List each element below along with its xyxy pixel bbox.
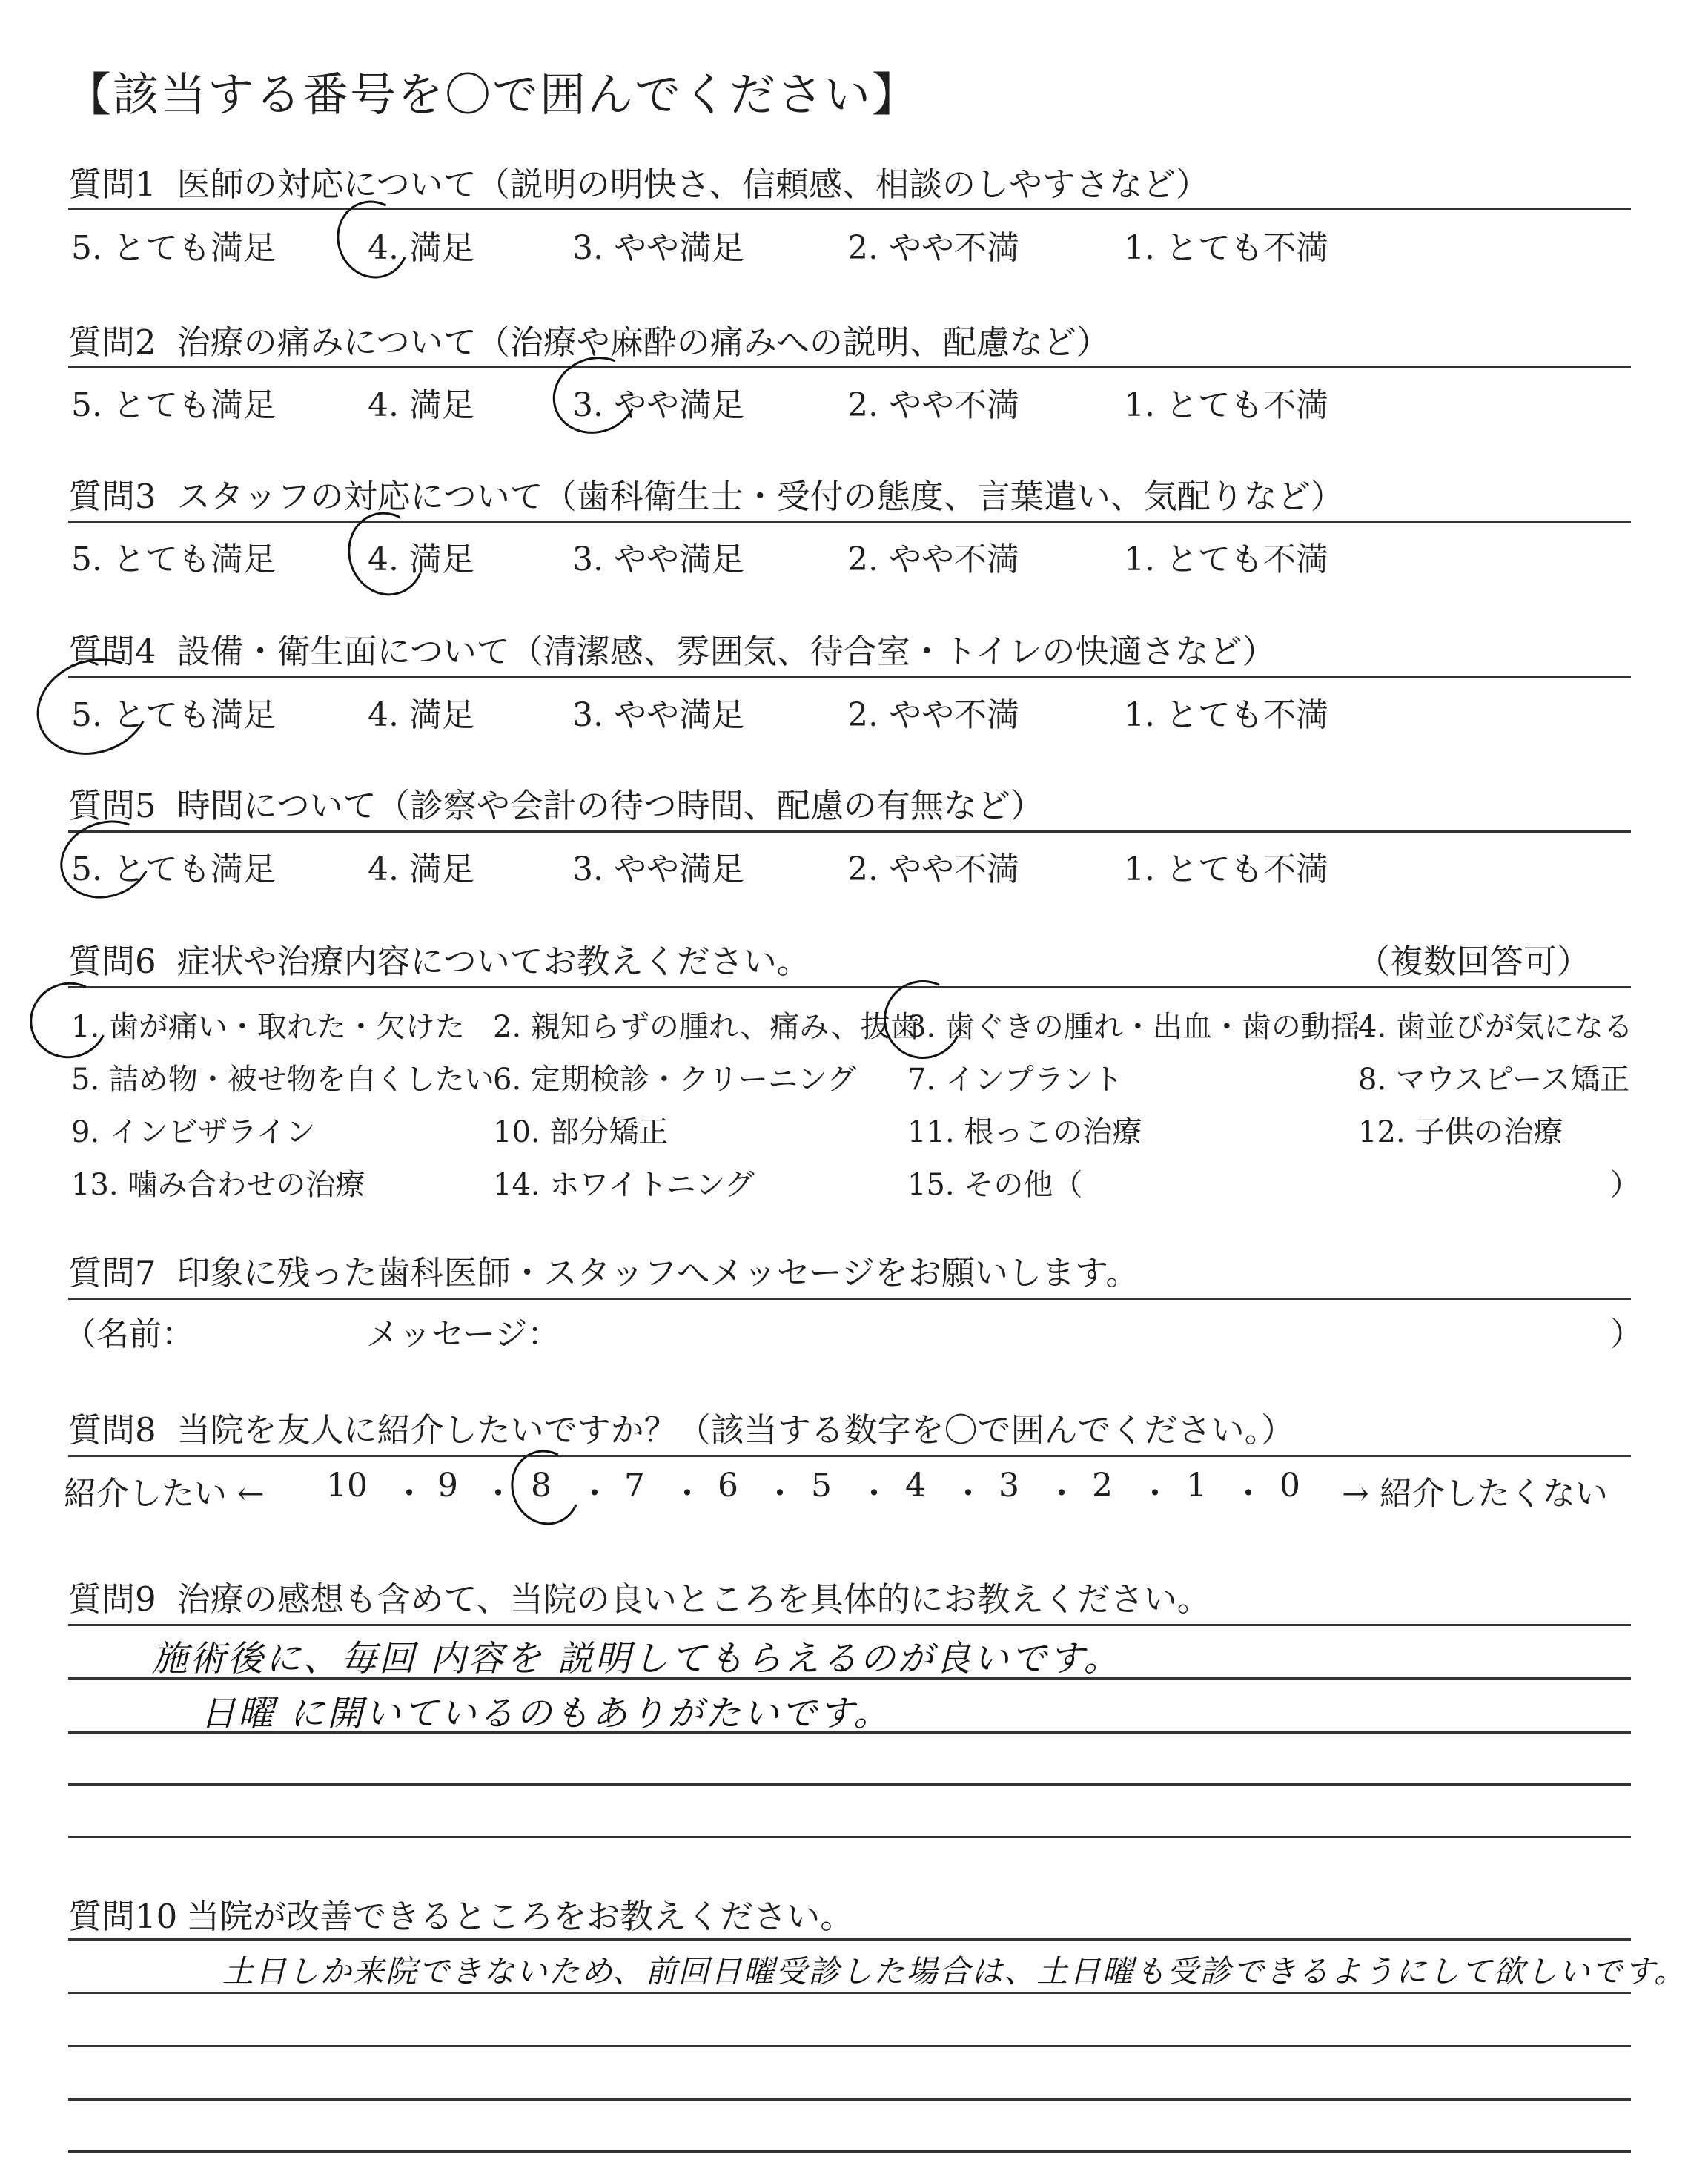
q9-line-1 [68, 1624, 1631, 1626]
q3-rule [68, 521, 1631, 523]
q4-option-1[interactable]: 1. とても不満 [1124, 696, 1328, 734]
q4-option-3[interactable]: 3. やや満足 [572, 696, 744, 734]
q6-option-2[interactable]: 2. 親知らずの腫れ、痛み、抜歯 [493, 1010, 920, 1044]
q8-scale-10[interactable]: 10 [326, 1467, 368, 1505]
q2-option-3[interactable]: 3. やや満足 [572, 386, 744, 424]
q8-scale-9[interactable]: 9 [437, 1467, 458, 1505]
q6-heading [68, 934, 810, 982]
q4-option-2[interactable]: 2. やや不満 [847, 696, 1019, 734]
q6-answer-circle-3 [873, 969, 973, 1070]
q3-option-4[interactable]: 4. 満足 [368, 541, 474, 578]
q10-title: 当院が改善できるところをお教えください。 [186, 1897, 854, 1936]
form-header: 【該当する番号を〇で囲んでください】 [65, 67, 920, 122]
q9-label: 質問9 [68, 1579, 156, 1619]
q5-option-3[interactable]: 3. やや満足 [572, 851, 744, 888]
q2-option-5[interactable]: 5. とても満足 [71, 386, 276, 424]
q7-message-label: メッセージ： [366, 1315, 560, 1353]
q3-option-2[interactable]: 2. やや不満 [847, 541, 1019, 578]
q9-title: 治療の感想も含めて、当院の良いところを具体的にお教えください。 [176, 1579, 1211, 1619]
q8-scale-6[interactable]: 6 [718, 1467, 738, 1505]
q3-title: スタッフの対応について（歯科衛生士・受付の態度、言葉遣い、気配りなど） [176, 477, 1344, 516]
q1-option-3[interactable]: 3. やや満足 [572, 229, 744, 267]
q4-heading [68, 624, 1276, 673]
q5-option-2[interactable]: 2. やや不満 [847, 851, 1019, 888]
q10-line-5 [68, 2150, 1631, 2153]
q1-title: 医師の対応について（説明の明快さ、信頼感、相談のしやすさなど） [176, 165, 1209, 204]
q4-option-5[interactable]: 5. とても満足 [71, 696, 276, 734]
q2-title: 治療の痛みについて（治療や麻酔の痛みへの説明、配慮など） [176, 323, 1110, 362]
q6-option-14[interactable]: 14. ホワイトニング [493, 1168, 755, 1202]
q8-sep: ・ [952, 1475, 984, 1513]
q6-option-9[interactable]: 9. インビザライン [71, 1115, 316, 1149]
q10-answer-line-1[interactable]: 土日しか来院できないため、前回日曜受診した場合は、土日曜も受診できるようにして欲しいです。 [222, 1953, 1687, 1989]
q5-option-1[interactable]: 1. とても不満 [1124, 851, 1328, 888]
q6-option-8[interactable]: 8. マウスピース矯正 [1358, 1063, 1630, 1097]
q8-sep: ・ [482, 1475, 514, 1513]
q5-option-5[interactable]: 5. とても満足 [71, 851, 276, 888]
q8-sep: ・ [1139, 1475, 1171, 1513]
q1-option-4[interactable]: 4. 満足 [368, 229, 474, 267]
q8-sep: ・ [1045, 1475, 1078, 1513]
q8-scale-8[interactable]: 8 [531, 1467, 552, 1505]
q3-option-1[interactable]: 1. とても不満 [1124, 541, 1328, 578]
q1-option-5[interactable]: 5. とても満足 [71, 229, 276, 267]
q6-option-4[interactable]: 4. 歯並びが気になる [1358, 1010, 1633, 1044]
q9-answer-line-2[interactable]: 日曜 に開いているのもありがたいです。 [200, 1693, 892, 1734]
q3-option-5[interactable]: 5. とても満足 [71, 541, 276, 578]
q6-option-13[interactable]: 13. 噛み合わせの治療 [71, 1168, 365, 1202]
q8-sep: ・ [578, 1475, 611, 1513]
q6-option-6[interactable]: 6. 定期検診・クリーニング [493, 1063, 857, 1097]
q7-heading [68, 1246, 1139, 1294]
q7-close-paren: ） [1610, 1315, 1643, 1353]
q1-heading [68, 157, 1209, 205]
q6-note: （複数回答可） [1357, 942, 1591, 981]
q1-option-2[interactable]: 2. やや不満 [847, 229, 1019, 267]
q5-option-4[interactable]: 4. 満足 [368, 851, 474, 888]
q9-answer-line-1[interactable]: 施術後に、毎回 内容を 説明してもらえるのが良いです。 [152, 1638, 1122, 1680]
q8-scale-3[interactable]: 3 [999, 1467, 1019, 1505]
q5-label: 質問5 [68, 786, 156, 825]
q5-title: 時間について（診察や会計の待つ時間、配慮の有無など） [176, 786, 1044, 825]
q1-label: 質問1 [68, 165, 156, 204]
q8-heading [68, 1403, 1294, 1451]
q6-option-15[interactable]: 15. その他（ [907, 1168, 1083, 1202]
q7-name-label: （名前： [64, 1315, 194, 1353]
q6-option-5[interactable]: 5. 詰め物・被せ物を白くしたい [71, 1063, 494, 1097]
q8-scale-2[interactable]: 2 [1092, 1467, 1113, 1505]
q8-sep: ・ [1232, 1475, 1265, 1513]
q6-option-10[interactable]: 10. 部分矯正 [493, 1115, 669, 1149]
q6-rule [68, 986, 1631, 988]
q8-scale-1[interactable]: 1 [1186, 1467, 1207, 1505]
q2-heading [68, 315, 1110, 363]
q8-title: 当院を友人に紹介したいですか？（該当する数字を〇で囲んでください。） [176, 1410, 1295, 1450]
q5-heading [68, 779, 1044, 827]
q8-scale-4[interactable]: 4 [905, 1467, 926, 1505]
q10-heading [68, 1889, 853, 1938]
q3-label: 質問3 [68, 477, 156, 516]
q7-message-input[interactable] [563, 1304, 1594, 1342]
q2-option-2[interactable]: 2. やや不満 [847, 386, 1019, 424]
q4-label: 質問4 [68, 632, 156, 671]
q7-rule [68, 1298, 1631, 1300]
q8-scale-0[interactable]: 0 [1280, 1467, 1300, 1505]
q10-line-2 [68, 1992, 1631, 1994]
q6-option-11[interactable]: 11. 根っこの治療 [907, 1115, 1142, 1149]
q8-scale-right-label: → 紹介したくない [1342, 1475, 1608, 1513]
q8-sep: ・ [671, 1475, 704, 1513]
q9-line-5 [68, 1836, 1631, 1838]
q7-title: 印象に残った歯科医師・スタッフへメッセージをお願いします。 [176, 1253, 1139, 1292]
q2-option-4[interactable]: 4. 満足 [368, 386, 474, 424]
q8-rule [68, 1455, 1631, 1457]
q6-option-1[interactable]: 1. 歯が痛い・取れた・欠けた [71, 1010, 465, 1044]
q5-rule [68, 830, 1631, 833]
q6-title: 症状や治療内容についてお教えください。 [176, 942, 810, 981]
q4-rule [68, 676, 1631, 678]
q3-option-3[interactable]: 3. やや満足 [572, 541, 744, 578]
q6-option-3[interactable]: 3. 歯ぐきの腫れ・出血・歯の動揺 [907, 1010, 1360, 1044]
q1-option-1[interactable]: 1. とても不満 [1124, 229, 1328, 267]
q10-line-3 [68, 2045, 1631, 2047]
q9-heading [68, 1572, 1211, 1620]
q8-scale-5[interactable]: 5 [811, 1467, 832, 1505]
q8-sep: ・ [393, 1475, 426, 1513]
q2-label: 質問2 [68, 323, 156, 362]
q3-heading [68, 469, 1344, 518]
q10-label: 質問10 [68, 1897, 178, 1936]
q6-option-12[interactable]: 12. 子供の治療 [1358, 1115, 1563, 1149]
q7-name-input[interactable] [193, 1304, 341, 1342]
q8-scale-left-label: 紹介したい ← [64, 1475, 265, 1513]
q8-label: 質問8 [68, 1410, 156, 1450]
q10-line-1 [68, 1938, 1631, 1941]
q4-title: 設備・衛生面について（清潔感、雰囲気、待合室・トイレの快適さなど） [176, 632, 1276, 671]
q2-option-1[interactable]: 1. とても不満 [1124, 386, 1328, 424]
q8-scale-7[interactable]: 7 [624, 1467, 645, 1505]
q6-label: 質問6 [68, 942, 156, 981]
q10-line-4 [68, 2098, 1631, 2101]
q8-sep: ・ [764, 1475, 796, 1513]
q4-option-4[interactable]: 4. 満足 [368, 696, 474, 734]
q6-option-7[interactable]: 7. インプラント [907, 1063, 1123, 1097]
q7-label: 質問7 [68, 1253, 156, 1292]
q8-sep: ・ [858, 1475, 890, 1513]
q2-rule [68, 366, 1631, 368]
q9-line-4 [68, 1783, 1631, 1786]
q1-rule [68, 208, 1631, 210]
q6-option-15-close: ） [1610, 1168, 1640, 1202]
